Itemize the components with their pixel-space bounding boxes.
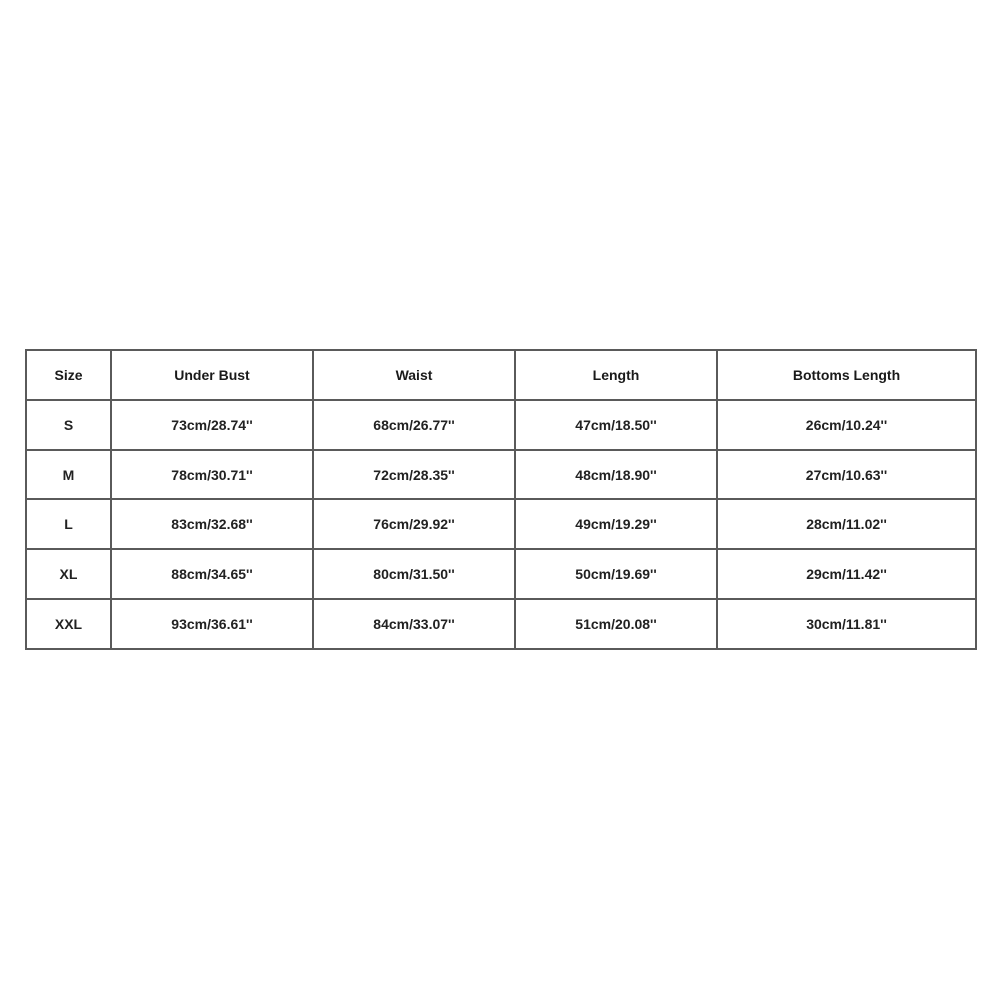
- under-bust-cell: 83cm/32.68'': [111, 499, 313, 549]
- size-chart-table: [25, 349, 977, 650]
- size-cell: XL: [26, 549, 111, 599]
- length-cell: 48cm/18.90'': [515, 450, 717, 500]
- bottoms-length-cell: 29cm/11.42'': [717, 549, 976, 599]
- header-size: Size: [26, 350, 111, 400]
- waist-cell: 72cm/28.35'': [313, 450, 515, 500]
- table-row: [26, 599, 976, 649]
- length-cell: 50cm/19.69'': [515, 549, 717, 599]
- size-cell: S: [26, 400, 111, 450]
- table-row: [26, 499, 976, 549]
- waist-cell: 84cm/33.07'': [313, 599, 515, 649]
- bottoms-length-cell: 27cm/10.63'': [717, 450, 976, 500]
- header-bottoms-length: Bottoms Length: [717, 350, 976, 400]
- header-waist: Waist: [313, 350, 515, 400]
- under-bust-cell: 93cm/36.61'': [111, 599, 313, 649]
- table-row: [26, 450, 976, 500]
- under-bust-cell: 88cm/34.65'': [111, 549, 313, 599]
- waist-cell: 76cm/29.92'': [313, 499, 515, 549]
- table-row: [26, 400, 976, 450]
- under-bust-cell: 78cm/30.71'': [111, 450, 313, 500]
- size-cell: M: [26, 450, 111, 500]
- table-row: [26, 549, 976, 599]
- header-under-bust: Under Bust: [111, 350, 313, 400]
- table-header-row: [26, 350, 976, 400]
- under-bust-cell: 73cm/28.74'': [111, 400, 313, 450]
- bottoms-length-cell: 28cm/11.02'': [717, 499, 976, 549]
- length-cell: 49cm/19.29'': [515, 499, 717, 549]
- size-cell: L: [26, 499, 111, 549]
- bottoms-length-cell: 26cm/10.24'': [717, 400, 976, 450]
- waist-cell: 68cm/26.77'': [313, 400, 515, 450]
- size-cell: XXL: [26, 599, 111, 649]
- length-cell: 51cm/20.08'': [515, 599, 717, 649]
- length-cell: 47cm/18.50'': [515, 400, 717, 450]
- bottoms-length-cell: 30cm/11.81'': [717, 599, 976, 649]
- waist-cell: 80cm/31.50'': [313, 549, 515, 599]
- header-length: Length: [515, 350, 717, 400]
